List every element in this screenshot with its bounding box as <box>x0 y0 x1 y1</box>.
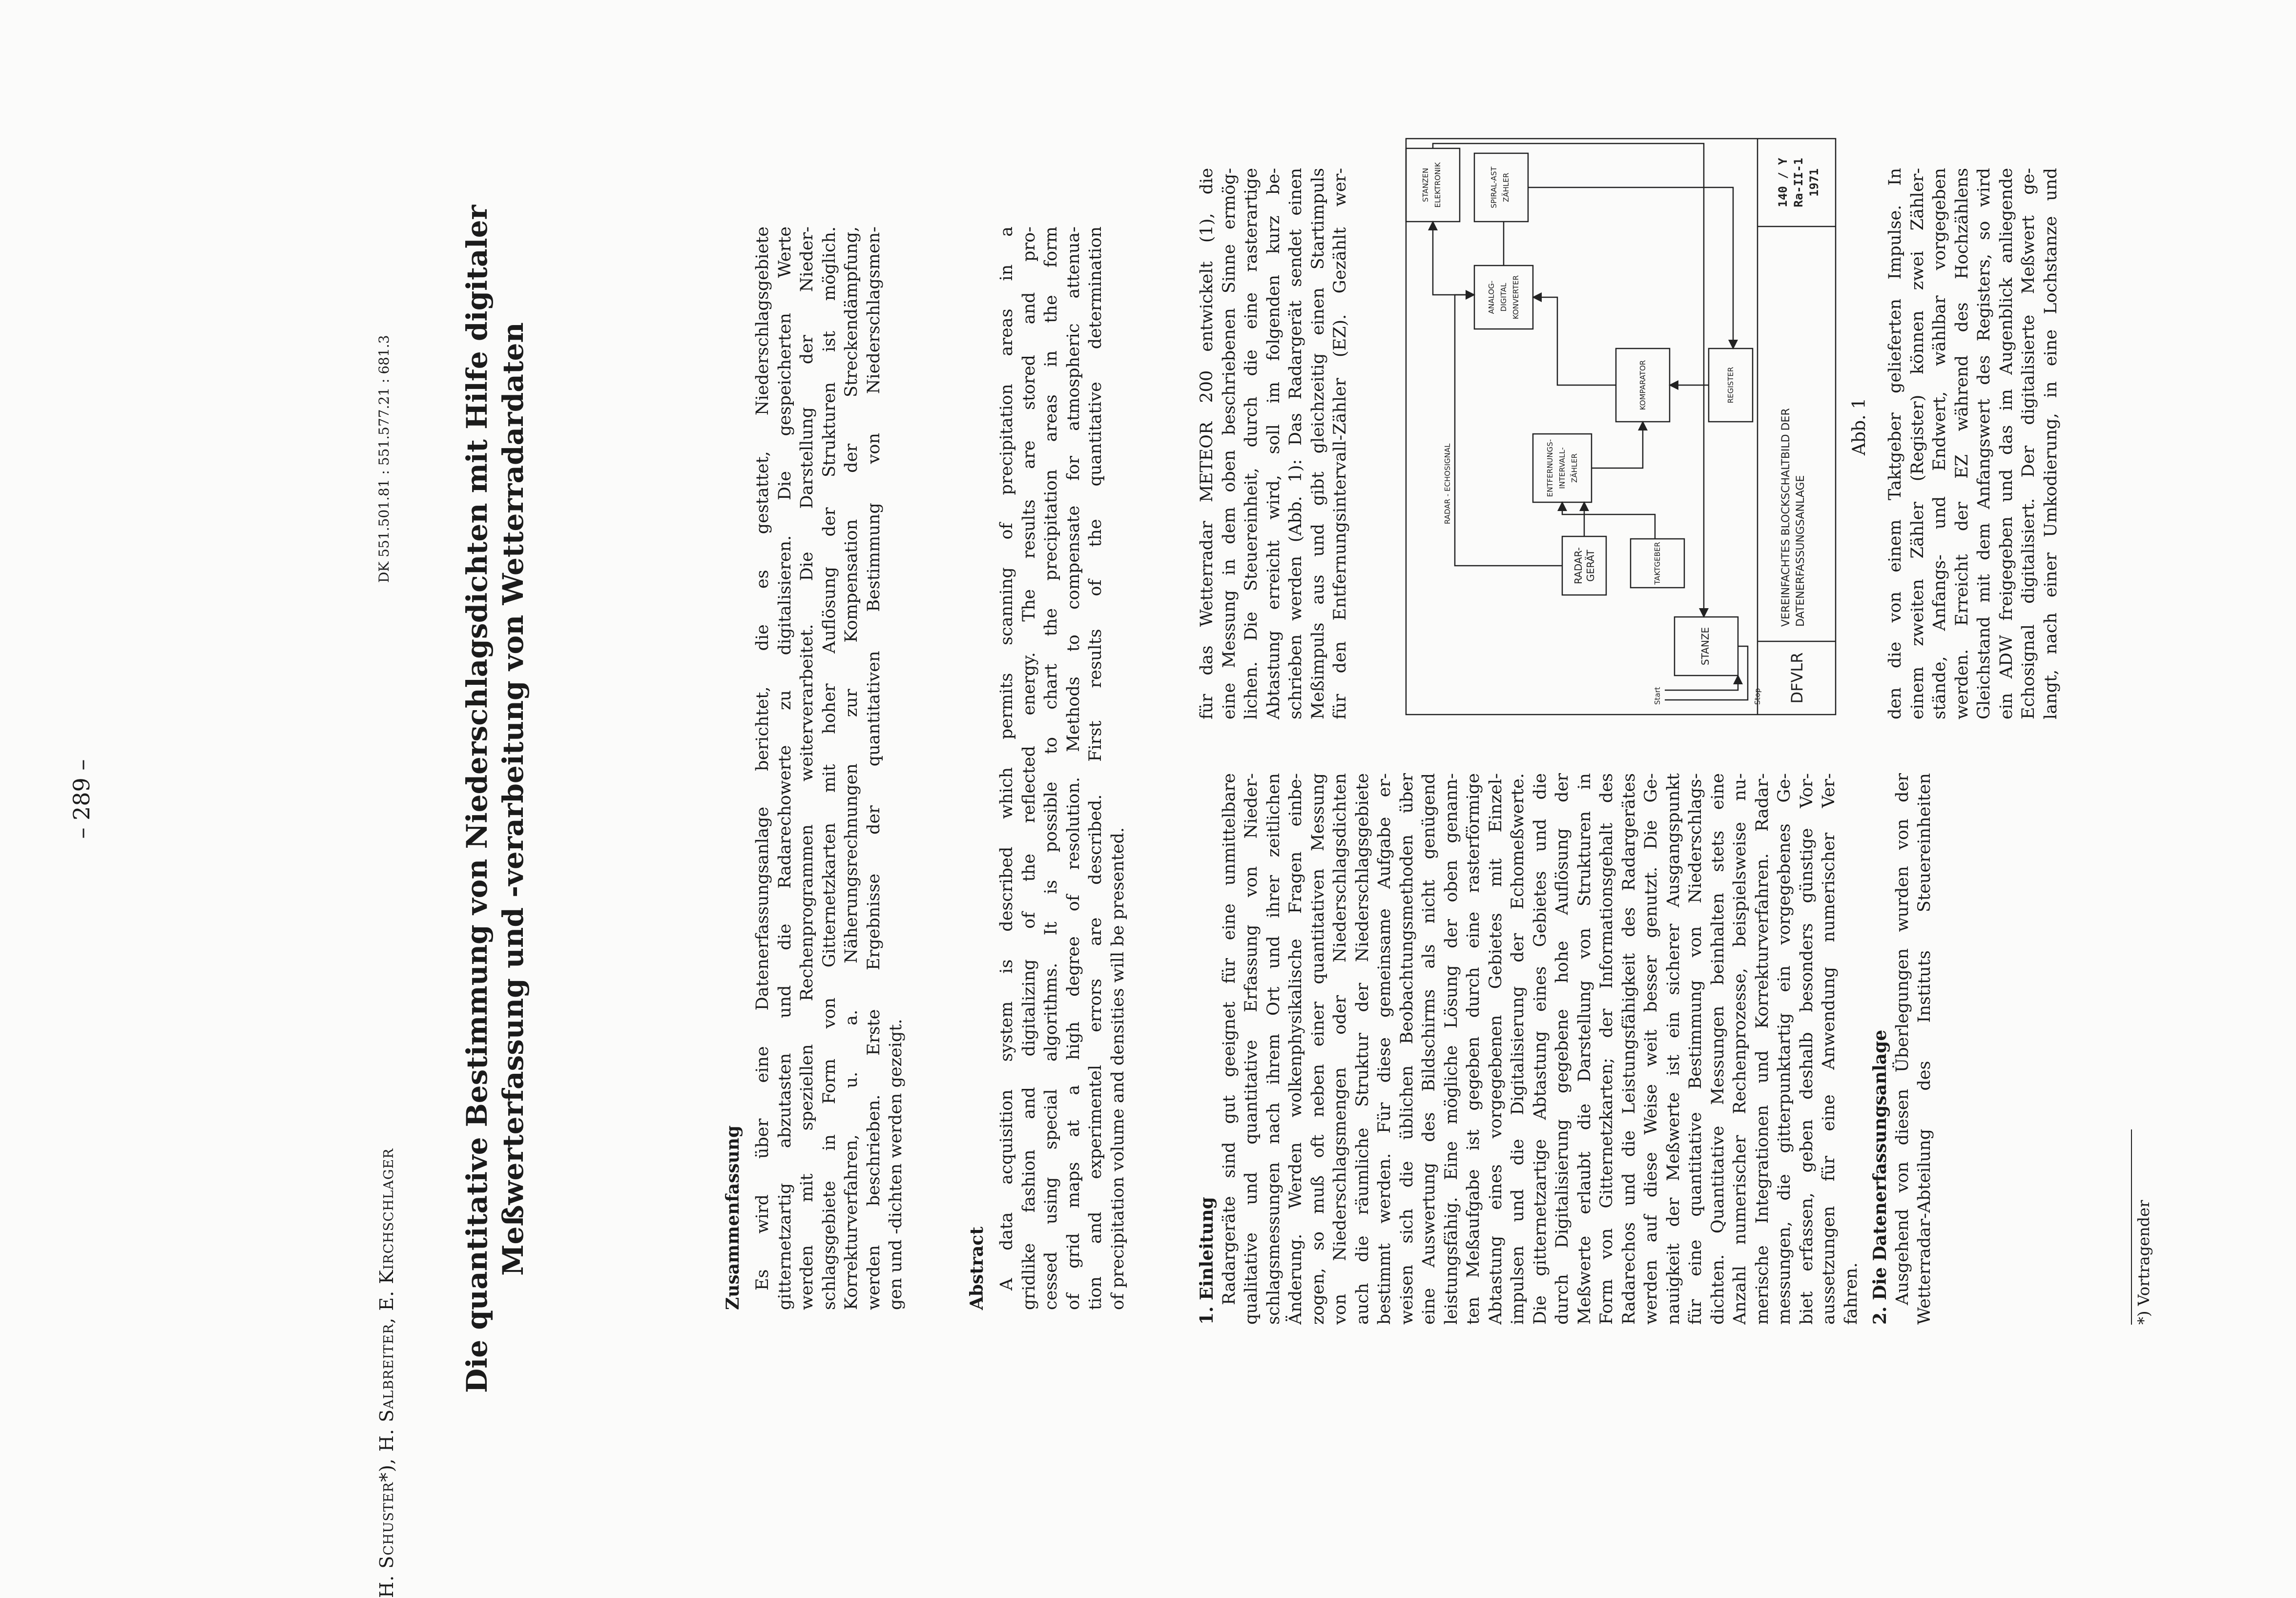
text-line: für den Entfernungsintervall-Zähler (EZ). Gezählt wer- <box>1330 168 1350 719</box>
text-line: Radarechos und die Leistungsfähigkeit des Radargerätes <box>1619 773 1639 1325</box>
stanzen-elektronik-label: ELEKTRONIK <box>1433 162 1442 208</box>
diagram-frame <box>1406 139 1836 715</box>
text-line: impulsen und die Digitalisierung der Echomeßwerte. <box>1508 773 1528 1325</box>
entfernungszaehler-label: ZÄHLER <box>1570 453 1579 483</box>
spiral-to-register-line <box>1528 187 1733 348</box>
ez-to-komparator-line <box>1592 422 1643 468</box>
radargeraet-block <box>1562 536 1606 595</box>
stanze-label: STANZE <box>1699 627 1711 666</box>
title-line: Meßwerterfassung und -verarbeitung von Wetterradardaten <box>496 322 530 1276</box>
stop-label: Stop <box>1753 688 1762 705</box>
text-line: dichten. Quantitative Messungen beinhalten stets eine <box>1708 773 1728 1325</box>
page-number: – 289 – <box>68 759 95 839</box>
text-line: eine Auswertung des Bildschirms als nicht genügend <box>1419 773 1439 1325</box>
footnote: *) Vortragender <box>2134 1200 2153 1325</box>
text-line: Radargeräte sind gut geeignet für eine unmittelbare <box>1219 773 1239 1305</box>
text-line: Es wird über eine Datenerfassungsanlage berichtet, die es gestattet, Niederschlagsgebiete <box>753 226 772 1291</box>
datenerfassung-heading: 2. Die Datenerfassungsanlage <box>1870 1029 1890 1325</box>
figure-title-line: VEREINFACHTES BLOCKSCHALTBILD DER <box>1780 408 1792 627</box>
column-left <box>1196 773 1936 1325</box>
zusammenfassung-text <box>752 226 908 1310</box>
text-line: aussetzungen für eine Anwendung numerischer Ver- <box>1819 773 1839 1325</box>
spiral-ast-label: ZÄHLER <box>1502 172 1510 203</box>
text-line: fahren. <box>1841 1262 1861 1325</box>
text-line: werden. Erreicht der EZ während des Hochzählens <box>1952 168 1972 719</box>
text-line: Die gitternetzartige Abtastung eines Gebietes und die <box>1530 773 1550 1325</box>
figure-caption: Abb. 1 <box>1849 398 1869 455</box>
text-line: bestimmt werden. Für diese gemeinsame Aufgabe er- <box>1375 773 1394 1325</box>
text-line: leistungsfähig. Eine mögliche Lösung der oben genann- <box>1441 773 1461 1325</box>
text-line: A data acquisition system is described which permits scanning of precipitation areas in a <box>997 226 1016 1291</box>
entfernungszaehler-label: ENTFERNUNGS- <box>1546 439 1554 497</box>
text-line: schlagsmessungen nach ihrem Ort und ihrer zeitlichen <box>1263 773 1283 1325</box>
block-diagram <box>1401 134 1841 719</box>
taktgeber-label: TAKTGEBER <box>1653 542 1662 585</box>
adc-label: DIGITAL <box>1499 283 1508 312</box>
dk-classification: DK 551.501.81 : 551.577.21 : 681.3 <box>376 335 392 583</box>
spiral-ast-label: SPIRAL-AST <box>1489 166 1498 208</box>
text-line: den die von einem Taktgeber gelieferten Impulse. In <box>1885 168 1905 719</box>
abstract-text <box>996 226 1129 1310</box>
start-label: Start <box>1653 687 1662 705</box>
figure-title-line: DATENERFASSUNGSANLAGE <box>1795 475 1807 627</box>
text-line: Gleichstand mit dem Anfangswert des Registers, so wird <box>1974 168 1994 719</box>
radargeraet-label: RADAR- <box>1572 547 1584 584</box>
text-line: ten Meßaufgabe ist gegeben durch eine rasterförmige <box>1464 773 1483 1325</box>
text-line: einem zweiten Zähler (Register) können zwei Zähler- <box>1907 168 1927 719</box>
block-diagram-svg <box>1401 134 1841 719</box>
text-line: of precipitation volume and densities will be presented. <box>1108 827 1128 1310</box>
text-line: ein ADW freigegeben und das im Augenblick anliegende <box>1996 168 2016 719</box>
text-line: gridlike fashion and digitalizing of the reflected energy. The results are stored and pro- <box>1019 226 1039 1310</box>
adc-label: ANALOG- <box>1487 280 1496 314</box>
radargeraet-label: GERÄT <box>1585 550 1596 582</box>
zusammenfassung-heading: Zusammenfassung <box>723 1125 743 1310</box>
drawing-code: Ra-II-1 <box>1792 158 1805 207</box>
echo-signal-line <box>1455 295 1562 566</box>
adc-to-stanzenelektronik-line <box>1433 222 1474 295</box>
adc-label: KONVERTER <box>1511 275 1520 320</box>
drawing-code: 1971 <box>1807 168 1821 197</box>
title-line: Die quantitative Bestimmung von Niederschlagsdichten mit Hilfe digitaler <box>460 205 494 1393</box>
text-line: nauigkeit der Meßwerte ist ein sicherer Ausgangspunkt <box>1663 773 1683 1325</box>
text-line: Korrekturverfahren, u. a. Näherungsrechnungen zur Kompensation der Streckendämpfung, <box>842 226 861 1310</box>
text-line: für das Wetterradar METEOR 200 entwickelt (1), die <box>1197 168 1217 719</box>
authors: H. Schuster*), H. Salbreiter, E. Kirchschlager <box>376 1148 397 1598</box>
text-line: für eine quantitative Bestimmung von Niederschlags- <box>1686 773 1705 1325</box>
text-line: Ausgehend von diesen Überlegungen wurden von der <box>1892 773 1912 1305</box>
text-line: biet erfassen, geben deshalb besonders günstige Vor- <box>1797 773 1817 1325</box>
column-right-bottom <box>1884 168 2062 719</box>
org-label: DFVLR <box>1788 652 1806 704</box>
text-line: Meßwerte erlaubt die Darstellung von Strukturen in <box>1574 773 1594 1325</box>
column-right-top <box>1196 168 1352 719</box>
text-line: eine Messung in dem oben beschriebenen Sinne ermög- <box>1219 168 1239 719</box>
text-line: gitternetzartig abzutasten und die Radarechowerte zu digitalisieren. Die gespeicherten Werte <box>775 226 795 1310</box>
text-line: weisen sich die üblichen Beobachtungsmethoden über <box>1397 773 1417 1325</box>
text-line: Meßimpuls aus und gibt gleichzeitig einen Startimpuls <box>1308 168 1328 719</box>
text-line: qualitative und quantitative Erfassung von Nieder- <box>1241 773 1261 1325</box>
abstract-heading: Abstract <box>967 1227 987 1310</box>
text-line: werden beschrieben. Erste Ergebnisse der quantitativen Bestimmung von Niederschlagsmen- <box>864 226 884 1310</box>
text-line: Anzahl numerischer Rechenprozesse, beispielsweise nu- <box>1730 773 1750 1325</box>
text-line: cessed using special algorithms. It is possible to chart the precipitation areas in the form <box>1041 226 1061 1310</box>
entfernungszaehler-label: INTERVALL- <box>1558 447 1567 489</box>
text-line: gen und -dichten werden gezeigt. <box>886 1019 906 1310</box>
text-line: Änderung. Werden wolkenphysikalische Fragen einbe- <box>1286 773 1305 1325</box>
text-line: langt, nach einer Umkodierung, in eine Lochstanze und <box>2041 168 2061 719</box>
takt-to-ez-line <box>1562 502 1655 539</box>
spiral-ast-zaehler-block <box>1474 153 1528 222</box>
text-line: werden mit speziellen Rechenprogrammen weiterverarbeitet. Die Darstellung der Nieder- <box>797 226 817 1310</box>
paper-title <box>459 0 531 1598</box>
drawing-code: 140 / Y <box>1776 158 1790 207</box>
text-line: lichen. Die Steuereinheit, durch die eine rasterartige <box>1241 168 1261 719</box>
text-line: zogen, so muß oft neben einer quantitativen Messung <box>1308 773 1328 1325</box>
text-line: durch Digitalisierung gegebene hohe Auflösung der <box>1552 773 1572 1325</box>
komparator-label: KOMPARATOR <box>1638 360 1647 410</box>
text-line: of grid maps at a high degree of resolution. Methods to compensate for atmospheric attenua- <box>1063 226 1083 1310</box>
text-line: werden auf diese Weise weit besser genutzt. Die Ge- <box>1641 773 1661 1325</box>
text-line: Wetterradar-Abteilung des Instituts Steuereinheiten <box>1915 773 1934 1325</box>
elektronik-to-stanze-line <box>1433 143 1704 617</box>
text-line: auch die räumliche Struktur der Niederschlagsgebiete <box>1352 773 1372 1325</box>
text-line: schrieben werden (Abb. 1): Das Radargerät sendet einen <box>1286 168 1305 719</box>
text-line: stände, Anfangs- und Endwert, wählbar vorgegeben <box>1930 168 1949 719</box>
stanzen-elektronik-block <box>1406 148 1460 222</box>
komparator-to-adc-line <box>1533 297 1616 385</box>
einleitung-heading: 1. Einleitung <box>1197 1197 1217 1325</box>
text-line: Echosignal digitalisiert. Der digitalisierte Meßwert ge- <box>2019 168 2038 719</box>
text-line: Abtastung erreicht wird, soll im folgenden kurz be- <box>1263 168 1283 719</box>
text-line: schlagsgebiete in Form von Gitternetzkarten mit hoher Auflösung der Strukturen ist möglich. <box>819 226 839 1310</box>
start-line <box>1665 676 1738 690</box>
footnote-rule <box>2131 1129 2132 1325</box>
text-line: Form von Gitternetzkarten; der Informationsgehalt des <box>1597 773 1616 1325</box>
text-line: tion and experimentel errors are described. First results of the quantitative determination <box>1086 226 1105 1310</box>
text-line: Abtastung eines vorgegebenen Gebietes mit Einzel- <box>1486 773 1506 1325</box>
text-line: messungen, die gitterpunktartig ein vorgegebenes Ge- <box>1775 773 1794 1325</box>
text-line: merische Integrationen und Korrekturverfahren. Radar- <box>1752 773 1772 1325</box>
echo-signal-label: RADAR - ECHOSIGNAL <box>1443 443 1452 524</box>
register-label: REGISTER <box>1726 367 1735 404</box>
text-line: von Niederschlagsmengen oder Niederschlagsdichten <box>1330 773 1350 1325</box>
stanzen-elektronik-label: STANZEN <box>1421 168 1430 202</box>
